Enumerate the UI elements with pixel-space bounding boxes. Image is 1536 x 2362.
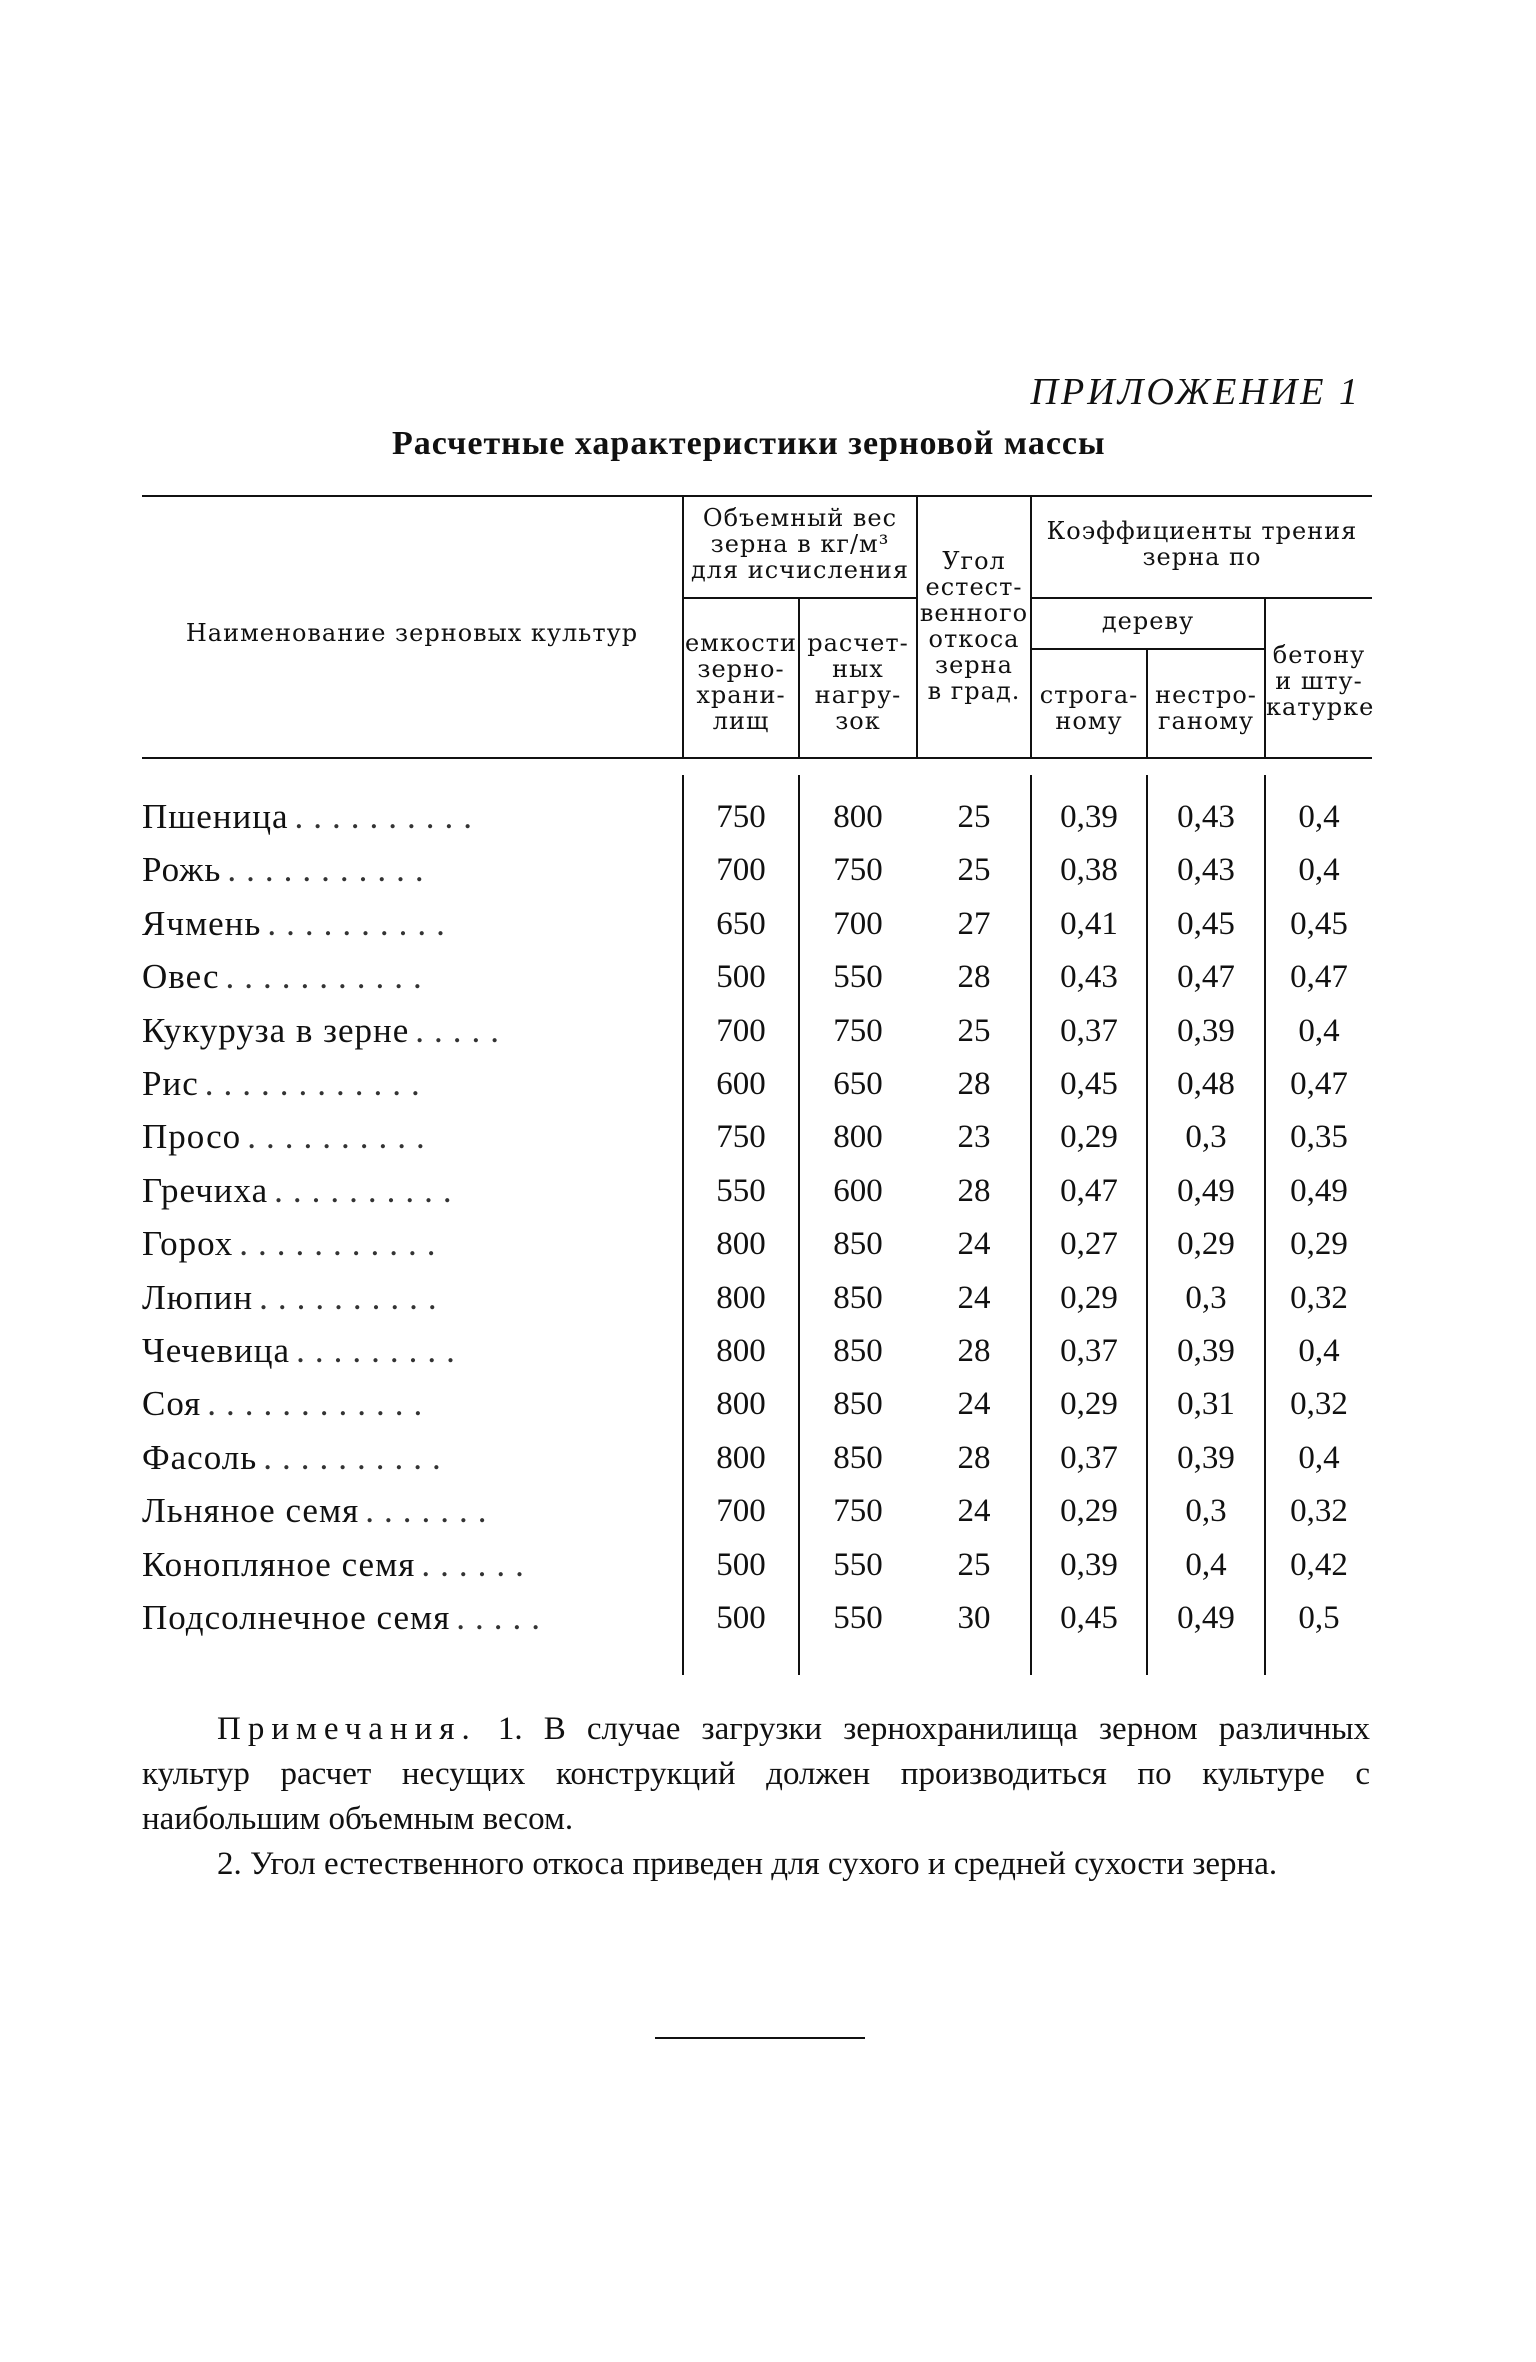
header-planed: строга- ному (1039, 681, 1139, 735)
leader-dots: .......... (267, 903, 455, 943)
crop-name-text: Горох (142, 1224, 234, 1264)
leader-dots: ......... (296, 1331, 465, 1370)
cell-friction-planed: 0,39 (1060, 799, 1118, 835)
cell-angle: 25 (957, 852, 991, 889)
leader-dots: .......... (274, 1170, 462, 1210)
cell-friction-planed: 0,39 (1060, 1546, 1118, 1583)
header-angle: Угол естест- венного откоса зерна в град. (919, 547, 1029, 705)
header-volume-rule (684, 597, 916, 599)
appendix-label: ПРИЛОЖЕНИЕ 1 (1030, 371, 1361, 413)
cell-friction-unplaned: 0,43 (1177, 799, 1235, 835)
crop-name (142, 1004, 662, 1058)
cell-friction-unplaned: 0,29 (1177, 1226, 1235, 1263)
cell-capacity: 750 (716, 1119, 766, 1156)
notes (142, 1707, 1370, 1887)
cell-angle: 24 (957, 1493, 991, 1530)
cell-capacity: 800 (716, 1226, 766, 1263)
notes-label: Примечания. (217, 1711, 477, 1747)
cell-design-load: 550 (833, 1546, 883, 1583)
cell-angle: 25 (957, 799, 991, 835)
cell-friction-concrete: 0,45 (1290, 905, 1348, 942)
crop-name (142, 1591, 662, 1645)
crop-name-text: Гречиха (142, 1170, 269, 1210)
header-top-rule (142, 495, 1372, 497)
table-row (0, 950, 1536, 1004)
cell-capacity: 550 (716, 1172, 766, 1209)
cell-friction-planed: 0,29 (1060, 1119, 1118, 1156)
header-friction-rule (1032, 597, 1372, 599)
cell-angle: 25 (957, 1012, 991, 1049)
header-bottom-rule (142, 757, 1372, 759)
cell-friction-unplaned: 0,4 (1185, 1546, 1227, 1583)
leader-dots: .......... (263, 1437, 451, 1477)
header-volume-weight: Объемный вес зерна в кг/м³ для исчисления (690, 504, 910, 584)
crop-name-text: Кукуруза в зерне (142, 1010, 410, 1050)
cell-friction-planed: 0,29 (1060, 1279, 1118, 1316)
table-row (0, 1484, 1536, 1538)
cell-design-load: 850 (833, 1439, 883, 1476)
cell-design-load: 750 (833, 1012, 883, 1049)
cell-friction-unplaned: 0,45 (1177, 905, 1235, 942)
leader-dots: ............ (204, 1064, 430, 1103)
cell-friction-planed: 0,37 (1060, 1012, 1118, 1049)
table-row (0, 1591, 1536, 1645)
table-title: Расчетные характеристики зерновой массы (392, 425, 1106, 462)
cell-capacity: 500 (716, 959, 766, 996)
cell-design-load: 850 (833, 1279, 883, 1316)
cell-design-load: 850 (833, 1333, 883, 1369)
table-row (0, 1217, 1536, 1271)
table-row (0, 1057, 1536, 1111)
cell-capacity: 750 (716, 799, 766, 835)
cell-capacity: 650 (716, 905, 766, 942)
crop-name (142, 1377, 662, 1431)
cell-angle: 28 (957, 1439, 991, 1476)
cell-friction-unplaned: 0,3 (1185, 1119, 1227, 1156)
cell-friction-concrete: 0,35 (1290, 1119, 1348, 1156)
leader-dots: ........... (227, 850, 434, 890)
leader-dots: ...... (421, 1544, 534, 1584)
cell-friction-unplaned: 0,3 (1185, 1279, 1227, 1316)
cell-friction-unplaned: 0,49 (1177, 1172, 1235, 1209)
leader-dots: ..... (456, 1598, 551, 1637)
leader-dots: ............ (207, 1384, 433, 1424)
crop-name-text: Ячмень (142, 903, 262, 943)
header-name-column: Наименование зерновых культур (185, 619, 639, 647)
leader-dots: .......... (294, 797, 482, 836)
cell-angle: 27 (957, 905, 991, 942)
cell-friction-unplaned: 0,3 (1185, 1493, 1227, 1530)
cell-design-load: 750 (833, 852, 883, 889)
cell-friction-unplaned: 0,31 (1177, 1386, 1235, 1423)
header-friction: Коэффициенты трения зерна по (1046, 517, 1358, 571)
cell-friction-concrete: 0,47 (1290, 1066, 1348, 1102)
crop-name-text: Люпин (142, 1277, 254, 1317)
cell-angle: 24 (957, 1226, 991, 1263)
cell-friction-concrete: 0,42 (1290, 1546, 1348, 1583)
crop-name (142, 843, 662, 897)
bottom-rule (655, 2037, 865, 2039)
table-row (0, 790, 1536, 844)
cell-angle: 25 (957, 1546, 991, 1583)
crop-name (142, 897, 662, 951)
cell-angle: 24 (957, 1279, 991, 1316)
crop-name-text: Просо (142, 1117, 242, 1157)
note-2: 2. Угол естественного откоса приведен для сухого и средней сухости зерна. (217, 1846, 1278, 1882)
cell-friction-unplaned: 0,48 (1177, 1066, 1235, 1102)
cell-capacity: 800 (716, 1386, 766, 1423)
table-row (0, 1431, 1536, 1485)
crop-name (142, 790, 662, 844)
cell-friction-concrete: 0,32 (1290, 1279, 1348, 1316)
cell-capacity: 700 (716, 1493, 766, 1530)
crop-name (142, 1057, 662, 1111)
cell-friction-planed: 0,45 (1060, 1600, 1118, 1636)
cell-design-load: 700 (833, 905, 883, 942)
cell-angle: 28 (957, 1172, 991, 1209)
crop-name (142, 1484, 662, 1538)
cell-friction-planed: 0,37 (1060, 1439, 1118, 1476)
cell-design-load: 750 (833, 1493, 883, 1530)
cell-angle: 23 (957, 1119, 991, 1156)
cell-friction-concrete: 0,4 (1298, 1012, 1340, 1049)
table-row (0, 843, 1536, 897)
cell-design-load: 850 (833, 1386, 883, 1423)
cell-friction-unplaned: 0,39 (1177, 1012, 1235, 1049)
crop-name-text: Пшеница (142, 797, 289, 836)
crop-name-text: Овес (142, 957, 220, 997)
cell-friction-planed: 0,38 (1060, 852, 1118, 889)
table-row (0, 1538, 1536, 1592)
cell-friction-concrete: 0,32 (1290, 1493, 1348, 1530)
crop-name (142, 950, 662, 1004)
crop-name-text: Подсолнечное семя (142, 1598, 451, 1637)
cell-friction-planed: 0,37 (1060, 1333, 1118, 1369)
cell-capacity: 700 (716, 1012, 766, 1049)
cell-friction-planed: 0,45 (1060, 1066, 1118, 1102)
cell-friction-planed: 0,27 (1060, 1226, 1118, 1263)
cell-friction-concrete: 0,47 (1290, 959, 1348, 996)
cell-friction-unplaned: 0,39 (1177, 1439, 1235, 1476)
header-concrete: бетону и шту- катурке (1266, 641, 1375, 721)
leader-dots: ....... (365, 1491, 497, 1531)
cell-friction-concrete: 0,32 (1290, 1386, 1348, 1423)
header-wood-rule (1032, 648, 1264, 650)
crop-name (142, 1164, 662, 1218)
leader-dots: ..... (415, 1010, 510, 1050)
cell-friction-concrete: 0,4 (1298, 799, 1340, 835)
crop-name (142, 1324, 662, 1378)
cell-angle: 28 (957, 959, 991, 996)
cell-design-load: 850 (833, 1226, 883, 1263)
crop-name (142, 1271, 662, 1325)
cell-capacity: 500 (716, 1546, 766, 1583)
cell-friction-unplaned: 0,43 (1177, 852, 1235, 889)
crop-name-text: Льняное семя (142, 1491, 360, 1531)
cell-design-load: 650 (833, 1066, 883, 1102)
cell-friction-concrete: 0,4 (1298, 852, 1340, 889)
cell-friction-concrete: 0,4 (1298, 1439, 1340, 1476)
crop-name (142, 1110, 662, 1164)
crop-name (142, 1431, 662, 1485)
cell-friction-planed: 0,47 (1060, 1172, 1118, 1209)
header-design-loads: расчет- ных нагру- зок (807, 629, 909, 735)
cell-friction-unplaned: 0,39 (1177, 1333, 1235, 1369)
leader-dots: .......... (247, 1117, 435, 1157)
crop-name-text: Соя (142, 1384, 202, 1424)
cell-friction-concrete: 0,5 (1298, 1600, 1340, 1636)
cell-capacity: 600 (716, 1066, 766, 1102)
table-row (0, 1271, 1536, 1325)
cell-friction-concrete: 0,49 (1290, 1172, 1348, 1209)
header-wood: дереву (1101, 607, 1195, 635)
cell-design-load: 800 (833, 1119, 883, 1156)
table-row (0, 1164, 1536, 1218)
cell-friction-unplaned: 0,49 (1177, 1600, 1235, 1636)
crop-name-text: Фасоль (142, 1437, 258, 1477)
cell-friction-planed: 0,43 (1060, 959, 1118, 996)
cell-angle: 24 (957, 1386, 991, 1423)
cell-friction-concrete: 0,4 (1298, 1333, 1340, 1369)
leader-dots: ........... (225, 957, 432, 997)
leader-dots: ........... (239, 1224, 446, 1264)
table-row (0, 897, 1536, 951)
crop-name-text: Чечевица (142, 1331, 291, 1370)
cell-friction-concrete: 0,29 (1290, 1226, 1348, 1263)
table-row (0, 1004, 1536, 1058)
crop-name (142, 1217, 662, 1271)
cell-friction-unplaned: 0,47 (1177, 959, 1235, 996)
table-row (0, 1324, 1536, 1378)
note-1: 1. В случае загрузки зернохранилища зерном различных культур расчет несущих конструкций должен производиться по культуре с наибольшим объемным весом. (142, 1711, 1371, 1837)
header-unplaned: нестро- ганому (1155, 681, 1257, 735)
cell-design-load: 550 (833, 1600, 883, 1636)
table-row (0, 1377, 1536, 1431)
cell-friction-planed: 0,29 (1060, 1493, 1118, 1530)
header-capacity: емкости зерно- храни- лищ (684, 629, 798, 735)
cell-capacity: 500 (716, 1600, 766, 1636)
cell-angle: 28 (957, 1066, 991, 1102)
crop-name-text: Рожь (142, 850, 222, 890)
crop-name (142, 1538, 662, 1592)
cell-angle: 30 (957, 1600, 991, 1636)
cell-design-load: 600 (833, 1172, 883, 1209)
crop-name-text: Конопляное семя (142, 1544, 416, 1584)
cell-capacity: 800 (716, 1333, 766, 1369)
cell-design-load: 800 (833, 799, 883, 835)
leader-dots: .......... (259, 1277, 447, 1317)
cell-angle: 28 (957, 1333, 991, 1369)
cell-friction-planed: 0,41 (1060, 905, 1118, 942)
table-row (0, 1110, 1536, 1164)
cell-friction-planed: 0,29 (1060, 1386, 1118, 1423)
crop-name-text: Рис (142, 1064, 199, 1103)
cell-design-load: 550 (833, 959, 883, 996)
cell-capacity: 700 (716, 852, 766, 889)
cell-capacity: 800 (716, 1439, 766, 1476)
cell-capacity: 800 (716, 1279, 766, 1316)
